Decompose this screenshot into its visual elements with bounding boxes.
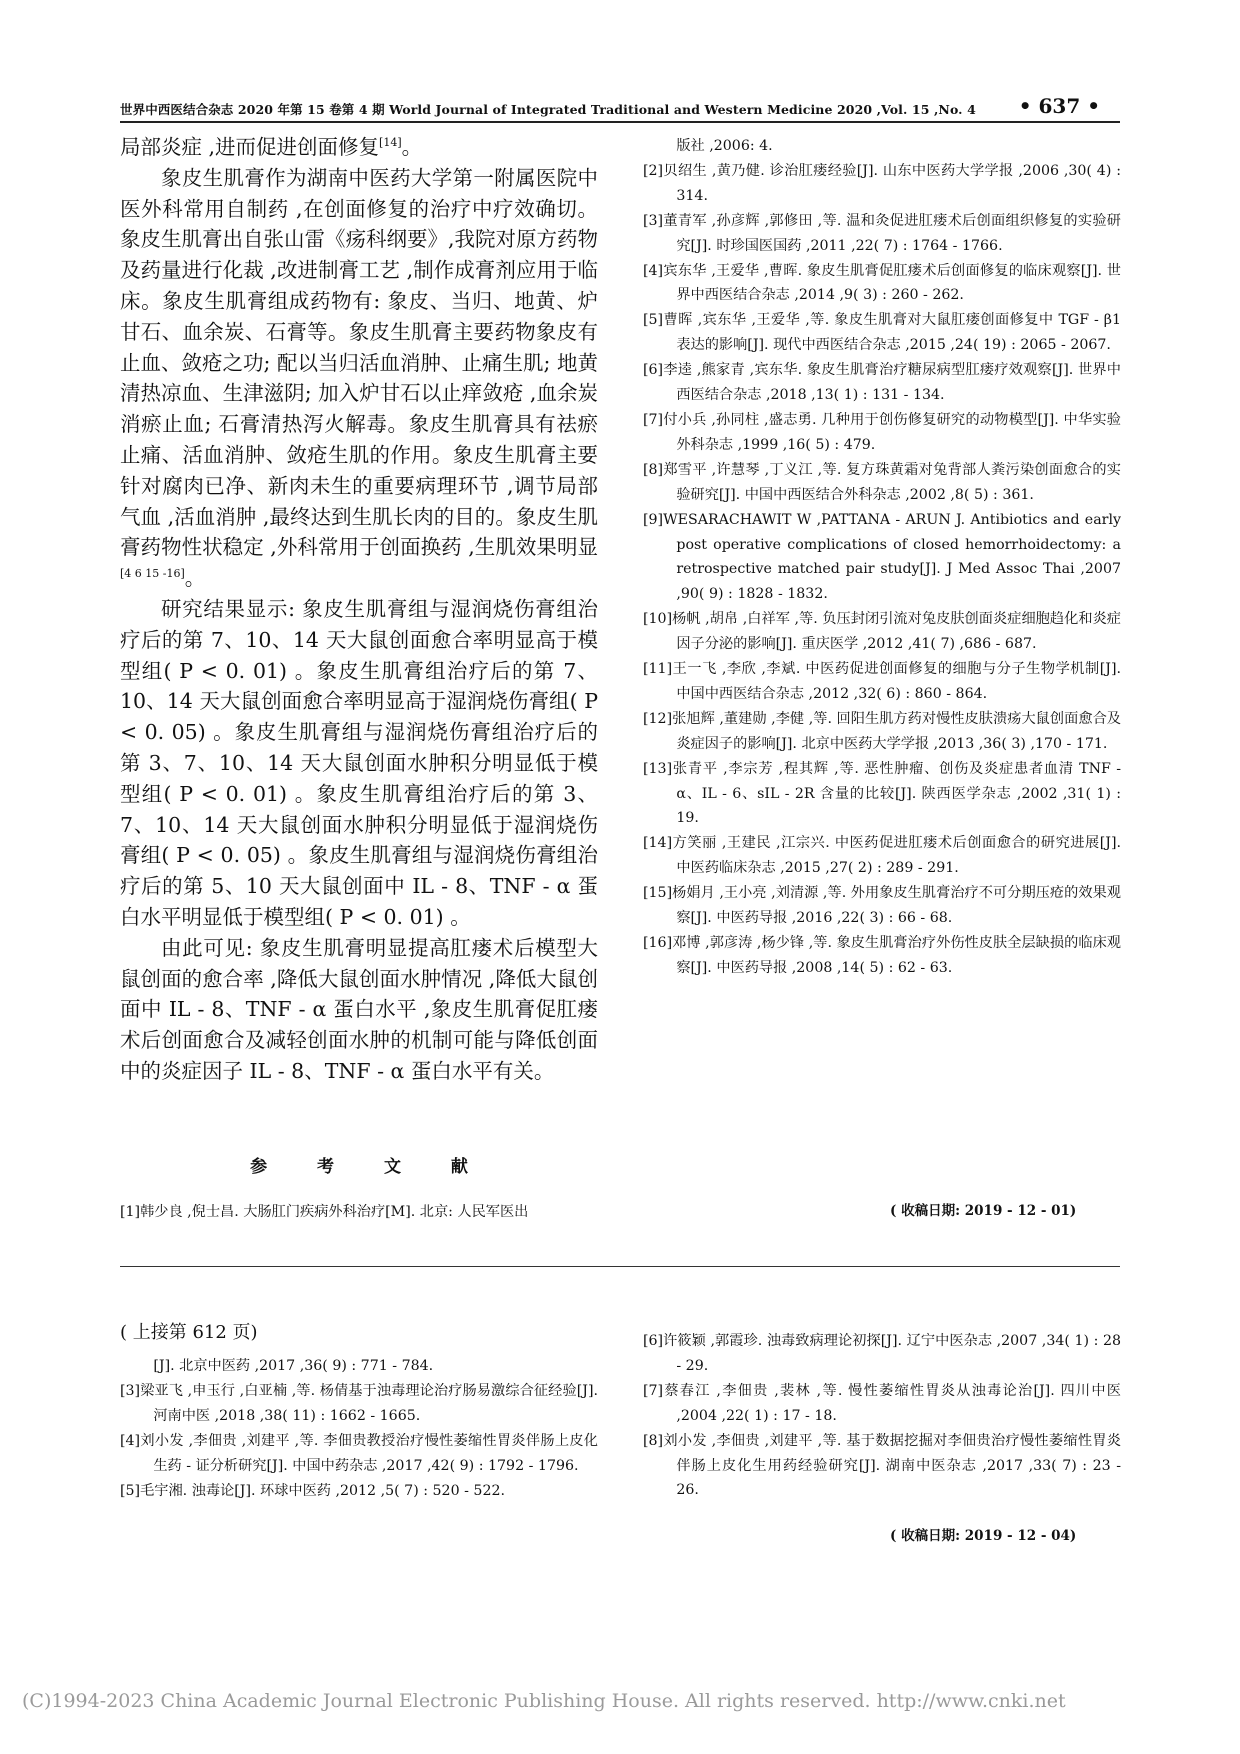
body-paragraph bbox=[120, 933, 598, 1087]
reference-item: [8]刘小发 ,李佃贵 ,刘建平 ,等. 基于数据挖掘对李佃贵治疗慢性萎缩性胃炎伴肠上皮化生用药经验研究[J]. 湖南中医杂志 ,2017 ,33( 7) : 23 - 26. bbox=[643, 1432, 1121, 1499]
body-paragraph bbox=[120, 163, 598, 594]
header-rule bbox=[120, 121, 1120, 123]
reference-item: [16]邓博 ,郭彦涛 ,杨少锋 ,等. 象皮生肌膏治疗外伤性皮肤全层缺损的临床观察[J]. 中医药导报 ,2008 ,14( 5) : 62 - 63. bbox=[643, 935, 1121, 976]
reference-item: [12]张旭辉 ,董建勋 ,李健 ,等. 回阳生肌方药对慢性皮肤溃疡大鼠创面愈合及炎症因子的影响[J]. 北京中医药大学学报 ,2013 ,36( 3) ,170 - 171. bbox=[643, 710, 1121, 752]
paragraph-tail: 。 bbox=[184, 566, 206, 591]
reference-item: [15]杨娟月 ,王小亮 ,刘清源 ,等. 外用象皮生肌膏治疗不可分期压疮的效果观察[J]. 中医药导报 ,2016 ,22( 3) : 66 - 68. bbox=[643, 885, 1121, 927]
reference-item: [5]毛宇湘. 浊毒论[J]. 环球中医药 ,2012 ,5( 7) : 520 - 522. bbox=[120, 1482, 506, 1499]
paragraph-text: 由此可见: 象皮生肌膏明显提高肛瘘术后模型大鼠创面的愈合率 ,降低大鼠创面水肿情况 ,降低大鼠创面中 IL - 8、TNF - α 蛋白水平 ,象皮生肌膏促肛瘘术后创面愈合及减轻创面水肿的机制可能与降低创面中的炎症因子 IL - 8、TNF - α 蛋白水平有关。 bbox=[120, 935, 598, 1083]
reference-item: [4]宾东华 ,王爱华 ,曹晖. 象皮生肌膏促肛瘘术后创面修复的临床观察[J]. 世界中西医结合杂志 ,2014 ,9( 3) : 260 - 262. bbox=[643, 262, 1121, 304]
citation-superscript: [14] bbox=[379, 136, 402, 150]
page-number: • 637 • bbox=[1018, 94, 1100, 118]
references-heading: 参 考 文 献 bbox=[250, 1157, 490, 1177]
reference-item: [9]WESARACHAWIT W ,PATTANA - ARUN J. Antibiotics and early post operative complications of closed hemorrhoidectomy: a retrospective matched pair study[J]. J Med Assoc Thai ,2007 ,90( 9) : 1828 - 1832. bbox=[643, 511, 1121, 603]
continued-from-label: ( 上接第 612 页) bbox=[120, 1322, 258, 1343]
reference-item: [8]郑雪平 ,许慧琴 ,丁义江 ,等. 复方珠黄霜对兔背部人粪污染创面愈合的实验研究[J]. 中国中西医结合外科杂志 ,2002 ,8( 5) : 361. bbox=[643, 461, 1121, 503]
reference-item: [13]张青平 ,李宗芳 ,程其辉 ,等. 恶性肿瘤、创伤及炎症患者血清 TNF - α、IL - 6、sIL - 2R 含量的比较[J]. 陕西医学杂志 ,2002 ,31( 1) : 19. bbox=[643, 760, 1121, 827]
continued-references-left bbox=[120, 1354, 598, 1503]
running-header bbox=[120, 94, 1120, 124]
reference-item: [3]梁亚飞 ,申玉行 ,白亚楠 ,等. 杨倩基于浊毒理论治疗肠易激综合征经验[J]. 河南中医 ,2018 ,38( 11) : 1662 - 1665. bbox=[120, 1382, 598, 1424]
reference-continuation: 版社 ,2006: 4. bbox=[676, 138, 773, 154]
reference-item: [6]李逵 ,熊家青 ,宾东华. 象皮生肌膏治疗糖尿病型肛瘘疗效观察[J]. 世界中西医结合杂志 ,2018 ,13( 1) : 131 - 134. bbox=[643, 362, 1121, 404]
reference-continuation: [J]. 北京中医药 ,2017 ,36( 9) : 771 - 784. bbox=[153, 1358, 434, 1374]
paragraph-text: 局部炎症 ,进而促进创面修复 bbox=[120, 135, 380, 159]
reference-item: [7]付小兵 ,孙同柱 ,盛志勇. 几种用于创伤修复研究的动物模型[J]. 中华实验外科杂志 ,1999 ,16( 5) : 479. bbox=[643, 411, 1121, 453]
citation-superscript: [4 6 15 -16] bbox=[120, 567, 185, 581]
paragraph-text: 象皮生肌膏作为湖南中医药大学第一附属医院中医外科常用自制药 ,在创面修复的治疗中疗效确切。象皮生肌膏出自张山雷《疡科纲要》,我院对原方药物及药量进行化裁 ,改进制膏工艺 ,制作成膏剂应用于临床。象皮生肌膏组成药物有: 象皮、当归、地黄、炉甘石、血余炭、石膏等。象皮生肌膏主要药物象皮有止血、敛疮之功; 配以当归活血消肿、止痛生肌; 地黄清热凉血、生津滋阴; 加入炉甘石以止痒敛疮 ,血余炭消瘀止血; 石膏清热泻火解毒。象皮生肌膏具有祛瘀止痛、活血消肿、敛疮生肌的作用。象皮生肌膏主要针对腐肉已净、新肉未生的重要病理环节 ,调节局部气血 ,活血消肿 ,最终达到生肌长肉的目的。象皮生肌膏药物性状稳定 ,外科常用于创面换药 ,生肌效果明显 bbox=[120, 165, 599, 560]
reference-item: [10]杨帆 ,胡帛 ,白祥军 ,等. 负压封闭引流对兔皮肤创面炎症细胞趋化和炎症因子分泌的影响[J]. 重庆医学 ,2012 ,41( 7) ,686 - 687. bbox=[643, 611, 1121, 653]
journal-header-line: 世界中西医结合杂志 2020 年第 15 卷第 4 期 World Journal of Integrated Traditional and Western Medicine 2020 ,Vol. 15 ,No. 4 bbox=[120, 102, 976, 117]
body-paragraph bbox=[120, 132, 598, 163]
reference-item: [4]刘小发 ,李佃贵 ,刘建平 ,等. 李佃贵教授治疗慢性萎缩性胃炎伴肠上皮化生药 - 证分析研究[J]. 中国中药杂志 ,2017 ,42( 9) : 1792 - 1796. bbox=[120, 1432, 598, 1474]
reference-item: [11]王一飞 ,李欣 ,李斌. 中医药促进创面修复的细胞与分子生物学机制[J]. 中国中西医结合杂志 ,2012 ,32( 6) : 860 - 864. bbox=[643, 661, 1121, 702]
continued-references-right bbox=[643, 1329, 1121, 1503]
references-left-column bbox=[120, 1200, 598, 1225]
article-body bbox=[120, 132, 598, 1087]
reference-item: [1]韩少良 ,倪士昌. 大肠肛门疾病外科治疗[M]. 北京: 人民军医出 bbox=[120, 1204, 529, 1220]
copyright-footer: (C)1994-2023 China Academic Journal Electronic Publishing House. All rights reserved. http://www.cnki.net bbox=[22, 1690, 1066, 1712]
paragraph-tail: 。 bbox=[401, 135, 423, 159]
reference-item: [2]贝绍生 ,黄乃健. 诊治肛瘘经验[J]. 山东中医药大学学报 ,2006 ,30( 4) : 314. bbox=[643, 162, 1121, 204]
reference-item: [14]方笑丽 ,王建民 ,江宗兴. 中医药促进肛瘘术后创面愈合的研究进展[J]. 中医药临床杂志 ,2015 ,27( 2) : 289 - 291. bbox=[643, 835, 1121, 877]
reference-item: [7]蔡春江 ,李佃贵 ,裴林 ,等. 慢性萎缩性胃炎从浊毒论治[J]. 四川中医 ,2004 ,22( 1) : 17 - 18. bbox=[643, 1382, 1121, 1424]
body-paragraph bbox=[120, 594, 598, 933]
received-date: ( 收稿日期: 2019 - 12 - 01) bbox=[890, 1203, 1077, 1219]
references-right-column bbox=[643, 134, 1121, 981]
paragraph-text: 研究结果显示: 象皮生肌膏组与湿润烧伤膏组治疗后的第 7、10、14 天大鼠创面愈合率明显高于模型组( P < 0. 01) 。象皮生肌膏组治疗后的第 7、10、14 天大鼠创面愈合率明显高于湿润烧伤膏组( P < 0. 05) 。象皮生肌膏组与湿润烧伤膏组治疗后的第 3、7、10、14 天大鼠创面水肿积分明显低于模型组( P < 0. 01) 。象皮生肌膏组治疗后的第 3、7、10、14 天大鼠创面水肿积分明显低于湿润烧伤膏组( P < 0. 05) 。象皮生肌膏组与湿润烧伤膏组治疗后的第 5、10 天大鼠创面中 IL - 8、TNF - α 蛋白水平明显低于模型组( P < 0. 01) 。 bbox=[120, 596, 598, 929]
section-divider bbox=[120, 1266, 1120, 1267]
received-date-continued: ( 收稿日期: 2019 - 12 - 04) bbox=[890, 1528, 1077, 1544]
reference-item: [5]曹晖 ,宾东华 ,王爱华 ,等. 象皮生肌膏对大鼠肛瘘创面修复中 TGF - β1 表达的影响[J]. 现代中西医结合杂志 ,2015 ,24( 19) : 2065 - 2067. bbox=[643, 312, 1121, 354]
reference-item: [3]董青军 ,孙彦辉 ,郭修田 ,等. 温和灸促进肛瘘术后创面组织修复的实验研究[J]. 时珍国医国药 ,2011 ,22( 7) : 1764 - 1766. bbox=[643, 212, 1121, 254]
reference-item: [6]许筱颖 ,郭霞珍. 浊毒致病理论初探[J]. 辽宁中医杂志 ,2007 ,34( 1) : 28 - 29. bbox=[643, 1333, 1121, 1374]
